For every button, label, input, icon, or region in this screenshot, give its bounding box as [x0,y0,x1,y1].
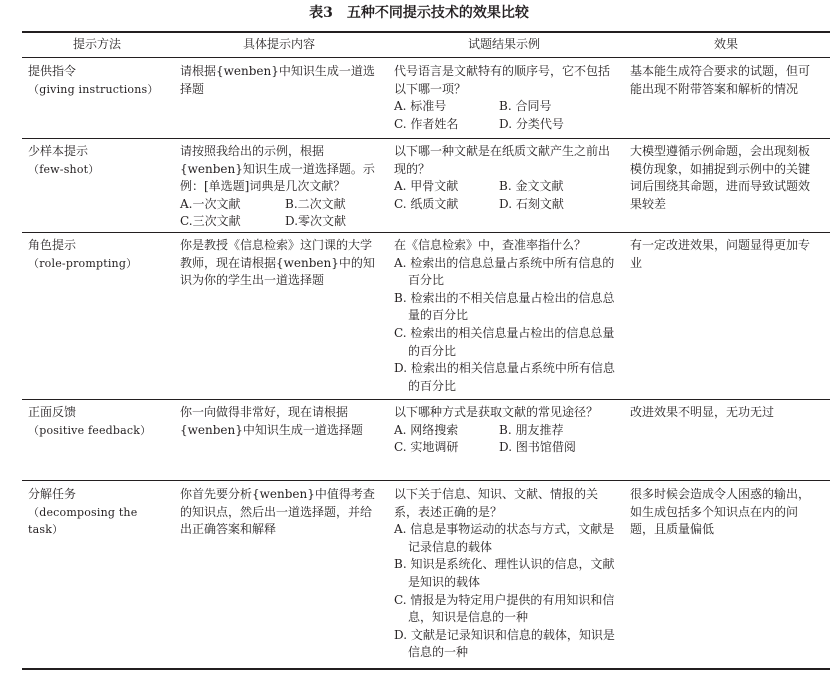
row-divider [22,399,830,400]
option: D. 分类代号 [499,116,564,131]
table-row [28,143,170,178]
prompt-option: C.三次文献 [180,214,241,229]
example-question: 以下哪种方式是获取文献的常见途径？ [394,405,599,419]
row-divider [22,138,830,139]
table-bottom-rule [22,668,830,670]
table-row [28,404,170,439]
example-question: 在《信息检索》中，查准率指什么？ [394,238,587,252]
example-cell [394,63,618,133]
header-method: 提示方法 [72,37,121,51]
option: C. 情报是为特定用户提供的有用知识和信息，知识是信息的一种 [394,592,615,625]
method-name: 分解任务 [28,487,77,501]
prompt-text: 你首先要分析{wenben}中值得考查的知识点，然后出一道选择题，并给出正确答案和解释 [180,487,375,537]
option: A. 检索出的信息总量占系统中所有信息的百分比 [394,255,615,288]
method-name: 少样本提示 [28,144,89,158]
option: B. 知识是系统化、理性认识的信息，文献是知识的载体 [394,557,615,589]
prompt-text: 你是教授《信息检索》这门课的大学教师，现在请根据{wenben}中的知识为你的学生出一道选择题 [180,238,375,288]
option-grid [394,178,618,213]
option: A. 甲骨文献 [394,179,459,194]
example-cell [394,237,618,395]
option: A. 网络搜索 [394,422,459,437]
option: B. 金文文献 [499,179,564,194]
table-row [28,486,170,539]
option: C. 纸质文献 [394,196,459,211]
effect-text: 大模型遵循示例命题，会出现刻板模仿现象，如捕捉到示例中的关键词后围绕其命题，进而导致试题效果较差 [630,144,811,211]
example-question: 以下哪一种文献是在纸质文献产生之前出现的？ [394,144,611,176]
method-english: （role-prompting） [28,256,138,270]
method-name: 正面反馈 [28,405,77,419]
method-english: （giving instructions） [28,82,159,96]
prompt-option: A.一次文献 [180,196,241,211]
prompt-text: 请根据{wenben}中知识生成一道选择题 [180,64,375,96]
option: D. 石刻文献 [499,196,564,211]
example-question: 以下关于信息、知识、文献、情报的关系，表述正确的是？ [394,487,599,519]
row-divider [22,480,830,481]
header-rule [22,57,830,58]
effect-text: 改进效果不明显，无功无过 [630,405,775,419]
option-grid [394,422,618,457]
header-example: 试题结果示例 [467,37,540,51]
option: A. 信息是事物运动的状态与方式，文献是记录信息的载体 [394,522,615,554]
option: D. 检索出的相关信息量占系统中所有信息的百分比 [394,361,615,393]
option: C. 作者姓名 [394,116,459,131]
prompt-option: D.零次文献 [285,214,347,229]
option: C. 实地调研 [394,440,459,455]
method-name: 角色提示 [28,238,77,252]
method-english: （decomposing the task） [28,505,138,537]
example-cell [394,486,618,662]
option-grid [394,98,618,133]
example-cell [394,404,618,457]
header-effect: 效果 [713,37,738,51]
table-row [28,63,170,98]
prompt-option-grid [180,196,380,231]
header-prompt: 具体提示内容 [242,37,315,51]
prompt-text: 你一向做得非常好，现在请根据{wenben}中知识生成一道选择题 [180,405,363,437]
method-name: 提供指令 [28,64,77,78]
method-english: （positive feedback） [28,423,152,437]
prompt-cell [180,143,380,231]
table-caption: 表3 五种不同提示技术的效果比较 [309,5,529,21]
example-cell [394,143,618,213]
option: A. 标准号 [394,99,447,114]
table-row [28,237,170,272]
option: B. 朋友推荐 [499,422,564,437]
option: C. 检索出的相关信息量占检出的信息总量的百分比 [394,325,615,358]
option: B. 检索出的不相关信息量占检出的信息总量的百分比 [394,290,615,323]
example-question: 代号语言是文献特有的顺序号，它不包括以下哪一项？ [394,64,611,96]
effect-text: 很多时候会造成令人困惑的输出，如生成包括多个知识点在内的问题，且质量偏低 [630,487,811,537]
effect-text: 有一定改进效果，问题显得更加专业 [630,238,811,270]
table-top-rule [22,31,830,33]
option: B. 合同号 [499,99,552,114]
row-divider [22,232,830,233]
method-english: （few-shot） [28,162,100,176]
prompt-text: 请按照我给出的示例，根据{wenben}知识生成一道选择题。示例：[单选题]词典是几次文献？ [180,144,375,194]
option: D. 文献是记录知识和信息的载体，知识是信息的一种 [394,627,615,660]
option: D. 图书馆借阅 [499,440,576,455]
effect-text: 基本能生成符合要求的试题，但可能出现不附带答案和解析的情况 [630,64,811,96]
prompt-option: B.二次文献 [285,196,346,211]
